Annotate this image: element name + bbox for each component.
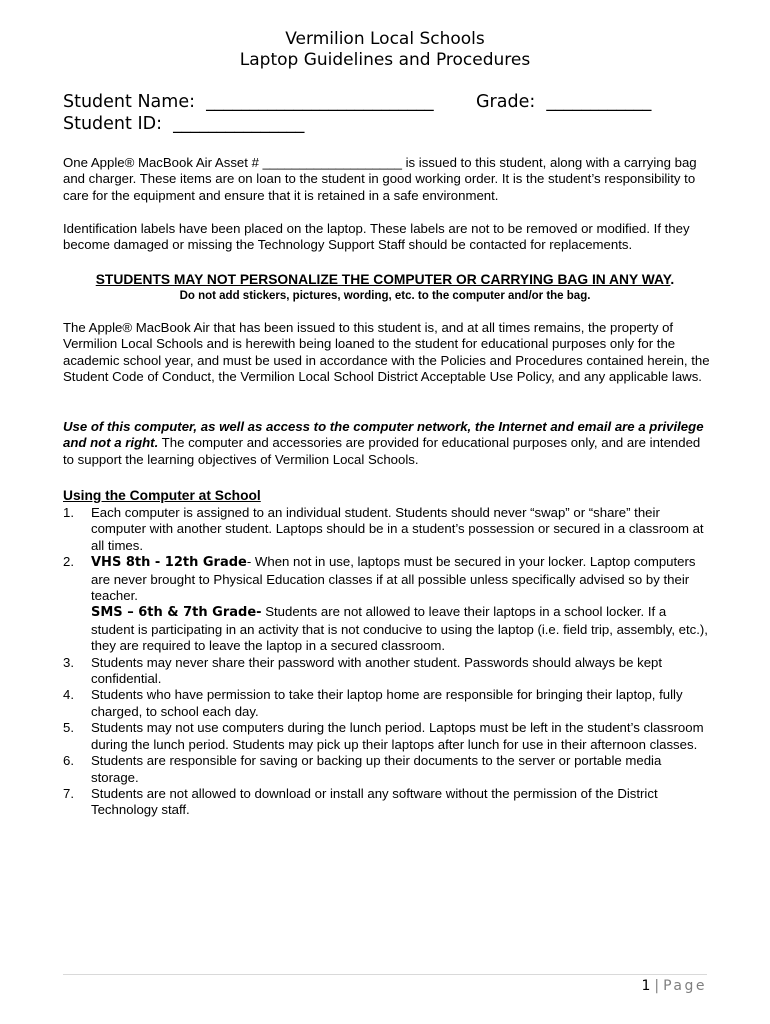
rules-list (63, 505, 711, 819)
property-paragraph: The Apple® MacBook Air that has been issued to this student is, and at all times remains, the property of Vermilion Local Schools and is herewith being loaned to the student for educational purposes only for the academic school year, and must be used in accordance with the Policies and Procedures contained herein, the Student Code of Conduct, the Vermilion Local School District Acceptable Use Policy, and any applicable laws. (63, 320, 710, 385)
personalize-warning-period: . (670, 272, 675, 287)
list-item-number: 4. (63, 687, 74, 703)
list-item (63, 720, 711, 753)
document-title-school: Vermilion Local Schools (285, 29, 485, 49)
list-item-number: 1. (63, 505, 74, 520)
page-number: 1 (641, 978, 651, 994)
list-item-text: Each computer is assigned to an individual student. Students should never “swap” or “share” their computer with another student. Laptops should be in a student’s possession or secured in a classroom at all times. (91, 505, 704, 553)
footer-separator: | (654, 978, 660, 994)
privilege-paragraph (63, 419, 711, 468)
labels-paragraph: Identification labels have been placed on the laptop. These labels are not to be removed or modified. If they become damaged or missing the Technology Support Staff should be contacted for replacements. (63, 221, 690, 253)
personalize-warning-text: STUDENTS MAY NOT PERSONALIZE THE COMPUTER OR CARRYING BAG IN ANY WAY (95, 272, 671, 287)
list-item-number: 5. (63, 720, 74, 736)
page-label: Page (663, 978, 707, 994)
document-title-guidelines: Laptop Guidelines and Procedures (239, 50, 531, 70)
student-id-field: Student ID: _______________ (63, 114, 305, 134)
list-item-number: 2. (63, 554, 74, 570)
list-item (63, 655, 711, 688)
list-item-text: Students are not allowed to download or install any software without the permission of the District Technology staff. (91, 785, 658, 818)
asset-paragraph: One Apple® MacBook Air Asset # ___________________ is issued to this student, along with a carrying bag and charger. These items are on loan to the student in good working order. It is the student’s responsibility to care for the equipment and ensure that it is retained in a safe environment. (63, 155, 697, 203)
privilege-rest: The computer and accessories are provided for educational purposes only, and are intended to support the learning objectives of Vermilion Local Schools. (63, 435, 701, 467)
list-item (63, 753, 711, 786)
list-item-text: Students may never share their password with another student. Passwords should always be kept confidential. (91, 654, 663, 687)
personalize-warning (0, 271, 770, 288)
list-item (63, 505, 711, 554)
list-item-text: Students are responsible for saving or backing up their documents to the server or portable media storage. (91, 753, 662, 785)
vhs-grade-label: VHS 8th - 12th Grade (91, 555, 247, 571)
list-item-number: 3. (63, 654, 74, 670)
list-item (63, 687, 711, 720)
section-heading-using-computer: Using the Computer at School (63, 488, 261, 503)
footer-divider (63, 974, 707, 975)
page-footer (641, 977, 707, 995)
privilege-emphasis: Use of this computer, as well as access to the computer network, the Internet and email are a privilege and not a right. (63, 419, 704, 451)
list-item-number: 6. (63, 753, 74, 769)
student-name-field: Student Name: __________________________ (63, 92, 434, 112)
list-item-text: Students may not use computers during the lunch period. Laptops must be left in the student’s classroom during the lunch period. Students may pick up their laptops after lunch for use in their afternoon classes. (91, 720, 704, 752)
list-item-text: Students who have permission to take their laptop home are responsible for bringing their laptop, fully charged, to school each day. (91, 687, 683, 719)
list-item-text: Students are not allowed to leave their laptops in a school locker. If a student is participating in an activity that is not conducive to using the laptop (i.e. field trip, assembly, etc.), they are required to leave the laptop in a secured classroom. (91, 604, 708, 654)
grade-field: Grade: ____________ (476, 92, 652, 112)
list-item (63, 554, 711, 654)
sms-grade-label: SMS – 6th & 7th Grade- (91, 605, 262, 621)
list-item (63, 786, 711, 819)
personalize-warning-subtext: Do not add stickers, pictures, wording, etc. to the computer and/or the bag. (179, 290, 591, 302)
list-item-number: 7. (63, 785, 74, 801)
list-item-text: - When not in use, laptops must be secured in your locker. Laptop computers are never brought to Physical Education classes if at all possible unless specifically advised so by their teacher. (91, 554, 696, 604)
